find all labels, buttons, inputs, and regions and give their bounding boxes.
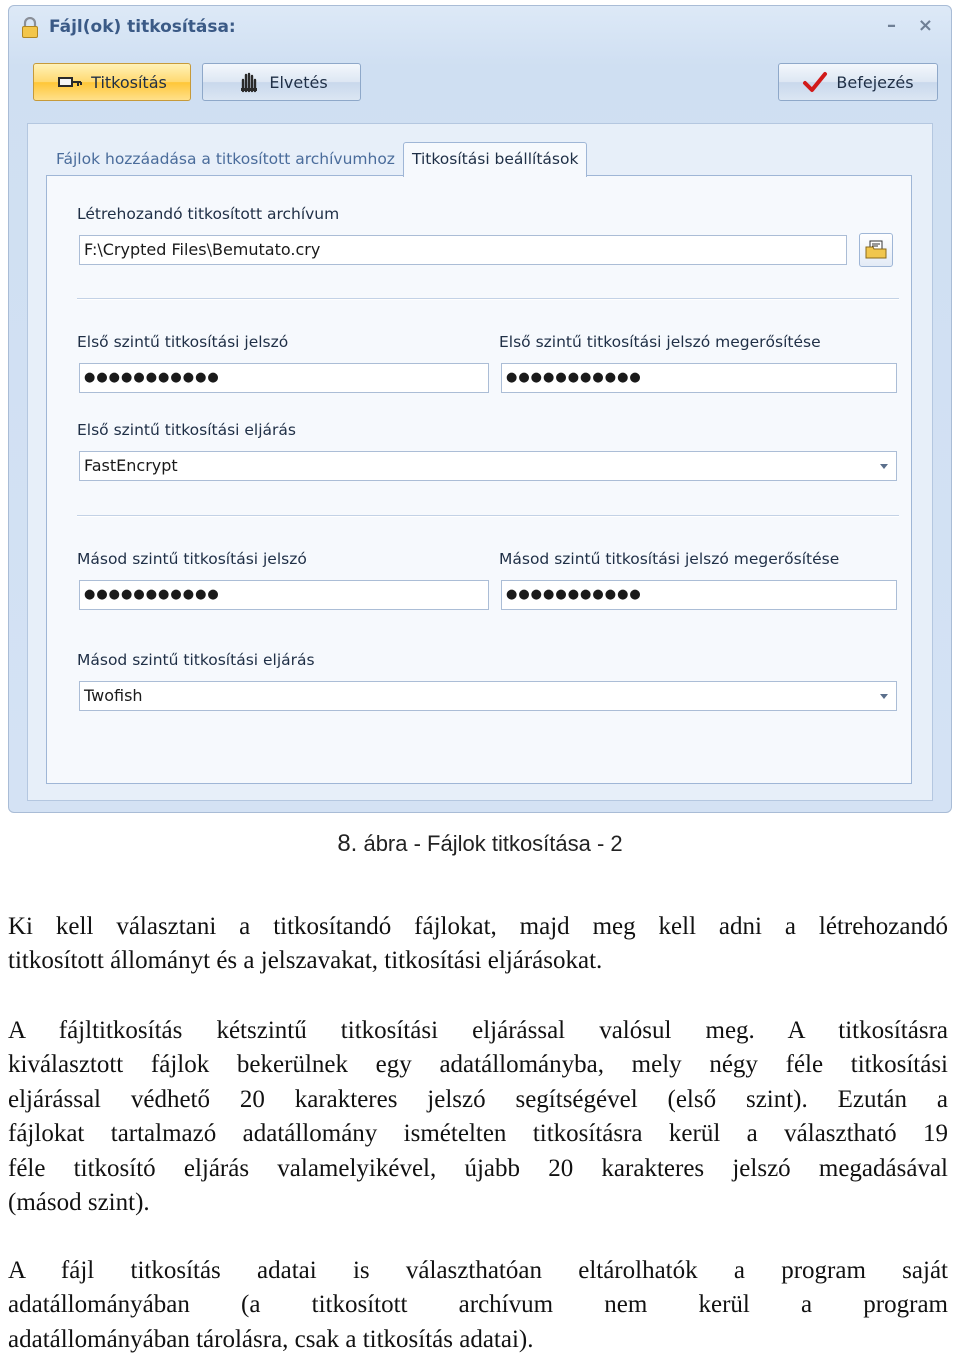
encrypt-button-label: Titkosítás <box>91 72 167 92</box>
window-titlebar <box>9 6 951 48</box>
paragraph-3 <box>8 1254 948 1357</box>
encrypt-key-icon <box>57 71 83 93</box>
browse-button[interactable] <box>859 233 893 267</box>
paragraph-line: A fájl titkosítás adatai is választhatóan eltárolhatók a program saját <box>8 1257 948 1284</box>
paragraph-line: A fájltitkosítás kétszintű titkosítási eljárással valósul meg. A titkosításra <box>8 1017 948 1044</box>
paragraph-line: fájlokat tartalmazó adatállomány ismételten titkosításra kerül a választható 19 <box>8 1120 948 1148</box>
paragraph-line: féle titkosító eljárás valamelyikével, újabb 20 karakteres jelszó megadásával <box>8 1154 948 1182</box>
paragraph-2 <box>8 1014 948 1220</box>
paragraph-1 <box>8 910 948 979</box>
discard-button[interactable] <box>202 63 361 101</box>
level1-password-input[interactable]: ●●●●●●●●●●● <box>79 363 489 393</box>
level2-method-value: Twofish <box>84 686 143 705</box>
finish-button[interactable] <box>778 63 938 101</box>
discard-button-label: Elvetés <box>269 72 328 92</box>
paragraph-line: Ki kell választani a titkosítandó fájlokat, majd meg kell adni a létrehozandó <box>8 913 948 940</box>
encrypt-files-window <box>8 5 952 813</box>
level2-confirm-label: Másod szintű titkosítási jelszó megerősítése <box>499 550 840 568</box>
paragraph-line: adatállományában tárolásra, csak a titkosítás adatai). <box>8 1325 534 1353</box>
chevron-down-icon[interactable] <box>880 694 888 699</box>
level2-method-select[interactable] <box>79 681 897 711</box>
paragraph-line: (másod szint). <box>8 1189 150 1217</box>
level1-confirm-label: Első szintű titkosítási jelszó megerősítése <box>499 333 821 351</box>
figure-caption-text: ábra - Fájlok titkosítása - 2 <box>357 831 623 856</box>
archive-label: Létrehozandó titkosított archívum <box>77 205 340 223</box>
minimize-icon[interactable]: – <box>887 15 896 36</box>
figure-caption <box>0 830 960 858</box>
checkmark-icon <box>802 71 828 93</box>
window-title: Fájl(ok) titkosítása: <box>49 17 236 37</box>
paragraph-line: adatállományában (a titkosított archívum nem kerül a program <box>8 1291 948 1319</box>
paragraph-line: titkosított állományt és a jelszavakat, titkosítási eljárásokat. <box>8 947 603 975</box>
level1-confirm-input[interactable]: ●●●●●●●●●●● <box>501 363 897 393</box>
level2-password-input[interactable]: ●●●●●●●●●●● <box>79 580 489 610</box>
level2-method-label: Másod szintű titkosítási eljárás <box>77 651 315 669</box>
discard-hand-icon <box>235 71 261 93</box>
level2-confirm-input[interactable]: ●●●●●●●●●●● <box>501 580 897 610</box>
level1-password-label: Első szintű titkosítási jelszó <box>77 333 289 351</box>
finish-button-label: Befejezés <box>836 72 914 92</box>
encrypt-button[interactable] <box>33 63 191 101</box>
browse-folder-icon <box>864 240 888 260</box>
tab-add-files[interactable]: Fájlok hozzáadása a titkosított archívumhoz <box>56 150 395 168</box>
level1-method-label: Első szintű titkosítási eljárás <box>77 421 296 439</box>
paragraph-line: eljárással védhető 20 karakteres jelszó segítségével (első szint). Ezután a <box>8 1085 948 1113</box>
separator <box>77 298 899 300</box>
archive-path-input[interactable]: F:\Crypted Files\Bemutato.cry <box>79 235 847 265</box>
close-icon[interactable]: × <box>917 15 933 36</box>
level2-password-label: Másod szintű titkosítási jelszó <box>77 550 307 568</box>
content-panel <box>27 123 933 801</box>
chevron-down-icon[interactable] <box>880 464 888 469</box>
tab-encryption-settings[interactable]: Titkosítási beállítások <box>403 142 587 177</box>
paragraph-line: kiválasztott fájlok bekerülnek egy adatállományba, mely négy féle titkosítási <box>8 1051 948 1079</box>
lock-icon <box>21 17 39 39</box>
figure-number: 8. <box>337 830 358 857</box>
encryption-settings-page <box>46 175 912 784</box>
level1-method-select[interactable] <box>79 451 897 481</box>
separator <box>77 515 899 517</box>
level1-method-value: FastEncrypt <box>84 456 178 475</box>
